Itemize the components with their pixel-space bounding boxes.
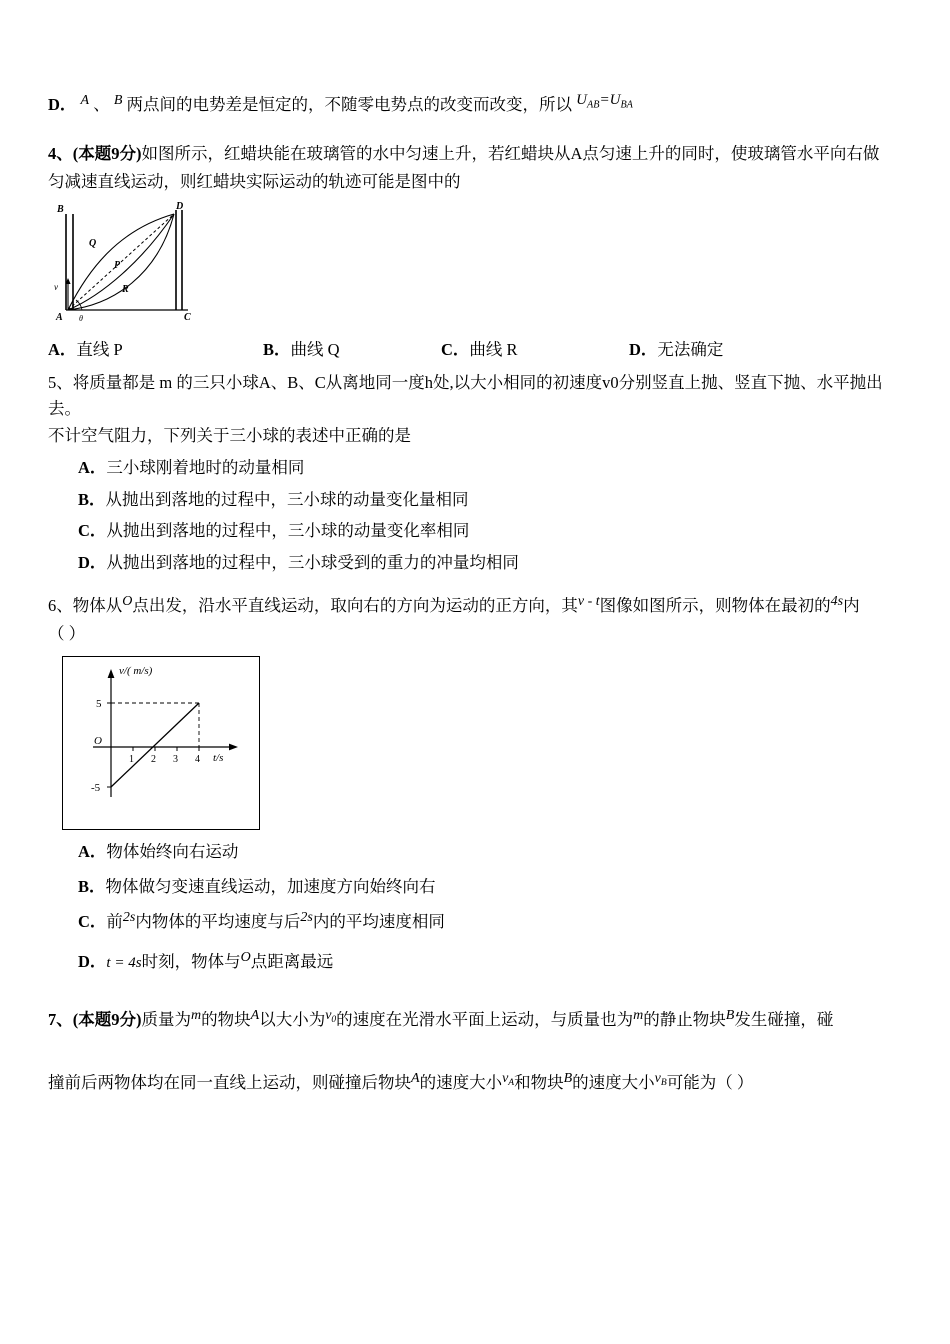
q7-text-i: 和物块 (514, 1072, 564, 1092)
q4-option-b-text: 曲线 Q (290, 340, 340, 360)
q3-var-b: B (113, 93, 123, 108)
q4-option-d[interactable] (629, 336, 723, 360)
q7-text-d: 的速度在光滑水平面上运动，与质量也为 (336, 1010, 634, 1030)
formula-u-ba: U (609, 92, 621, 108)
q7-text-c: 以大小为 (259, 1010, 326, 1030)
q4-score: (本题9分) (72, 144, 142, 164)
q5-option-b[interactable] (78, 488, 908, 513)
svg-text:A: A (56, 312, 63, 324)
q5-option-a-text: 三小球刚着地时的动量相同 (106, 457, 305, 477)
q7-mass-m2: m (633, 1008, 644, 1024)
svg-text:R: R (122, 284, 129, 296)
q7-block-b2: B (563, 1070, 573, 1086)
q4-option-d-text: 无法确定 (657, 340, 724, 360)
q5-option-a-label: A． (78, 457, 107, 477)
q6-option-d-label: D． (78, 952, 107, 972)
svg-text:1: 1 (129, 754, 134, 766)
q4-option-a[interactable] (48, 336, 263, 360)
q6-option-c-mid: 内物体的平均速度与后 (135, 911, 301, 931)
q4-option-a-label: A． (48, 340, 77, 360)
q6-stem-text4: 内 (843, 595, 860, 615)
svg-text:O: O (94, 735, 102, 748)
q6-option-c-label: C． (78, 911, 107, 931)
q3-d-line (48, 92, 908, 119)
q6-option-b-text: 物体做匀变速直线运动，加速度方向始终向右 (105, 876, 436, 896)
formula-u-ab: U (576, 92, 588, 108)
q6-stem-text1: 物体从 (72, 595, 123, 615)
q4-stem-text1: 如图所示，红蜡块能在玻璃管的水中匀速上升，若红蜡块从A点匀速上升的同时，使玻璃管水平向右做 (141, 144, 880, 164)
q3-formula (576, 92, 633, 111)
svg-text:2: 2 (151, 754, 156, 766)
q7-vb-sym: v (654, 1070, 661, 1086)
q4-stem-line2 (48, 169, 908, 195)
q4-stem-text2: 匀减速直线运动，则红蜡块实际运动的轨迹可能是图中的 (48, 171, 461, 191)
q7-va-sub: A (508, 1077, 515, 1088)
q5-option-d[interactable] (78, 551, 908, 576)
q7-text-a: 质量为 (141, 1010, 191, 1030)
q4-figure (48, 200, 223, 330)
q7-text-e: 的静止物块 (643, 1010, 726, 1030)
q5-option-b-text: 从抛出到落地的过程中，三小球的动量变化量相同 (105, 489, 469, 509)
svg-text:v: v (54, 282, 58, 293)
q6-vt-label: v - t (577, 593, 600, 609)
q6-option-a-text: 物体始终向右运动 (106, 842, 239, 862)
svg-text:4: 4 (195, 754, 200, 766)
q4-option-b[interactable] (263, 336, 441, 360)
q7-va (502, 1071, 514, 1086)
q4-option-d-label: D． (629, 340, 658, 360)
question-6 (48, 593, 908, 975)
formula-eq: = (599, 92, 610, 108)
q7-stem-line1 (48, 1007, 908, 1034)
q7-va-sym: v (502, 1070, 509, 1086)
q6-option-d-mid: 时刻，物体与 (141, 952, 241, 972)
q5-stem-line2 (48, 423, 908, 449)
svg-text:-5: -5 (91, 782, 101, 795)
q7-score: (本题9分) (72, 1010, 142, 1030)
q5-option-c-text: 从抛出到落地的过程中，三小球的动量变化率相同 (106, 521, 470, 541)
q7-stem-line2 (48, 1070, 908, 1097)
q6-stem-text2: 点出发，沿水平直线运动，取向右的方向为运动的正方向，其 (132, 595, 578, 615)
svg-text:D: D (176, 201, 184, 213)
q5-stem-line1 (48, 370, 908, 421)
q5-stem-text2: 不计空气阻力，下列关于三小球的表述中正确的是 (48, 426, 411, 446)
q5-option-d-text: 从抛出到落地的过程中，三小球受到的重力的冲量均相同 (106, 553, 519, 573)
q7-mass-m1: m (191, 1008, 202, 1024)
q6-option-c-post: 内的平均速度相同 (312, 911, 445, 931)
q6-figure (62, 656, 260, 830)
q7-block-a: A (250, 1008, 260, 1024)
q4-option-c[interactable] (441, 336, 629, 360)
q3-d-label: D． (48, 95, 77, 114)
q3-d-text1: 、 (93, 95, 110, 114)
q7-text-j: 的速度大小 (572, 1072, 655, 1092)
q6-option-a[interactable] (78, 840, 908, 865)
q7-block-a2: A (411, 1070, 420, 1086)
q7-block-b: B (725, 1008, 735, 1024)
q7-v0 (325, 1008, 337, 1026)
svg-text:v/( m/s): v/( m/s) (119, 665, 153, 678)
q7-text-b: 的物块 (201, 1010, 251, 1030)
q5-option-b-label: B． (78, 489, 106, 509)
q6-stem-text5: （ ） (48, 623, 86, 643)
q4-stem-line1 (48, 141, 908, 167)
q4-option-c-label: C． (441, 340, 470, 360)
q5-option-d-label: D． (78, 553, 107, 573)
svg-text:5: 5 (96, 698, 102, 711)
q7-text-h: 的速度大小 (419, 1072, 503, 1092)
question-5 (48, 370, 908, 576)
question-3-option-d (48, 92, 908, 119)
q7-text-k: 可能为（ ） (666, 1072, 754, 1092)
q5-option-c-label: C． (78, 521, 107, 541)
svg-text:θ: θ (79, 314, 83, 324)
svg-text:Q: Q (89, 238, 97, 250)
svg-text:C: C (184, 312, 191, 324)
q7-vb (655, 1071, 667, 1086)
question-4 (48, 141, 908, 360)
q5-option-a[interactable] (78, 456, 908, 481)
q6-stem-line2 (48, 621, 908, 647)
q6-option-c-sup2: 2s (300, 909, 313, 925)
q6-option-d[interactable] (78, 950, 908, 975)
svg-text:3: 3 (173, 754, 178, 766)
q6-point-o: O (122, 593, 133, 609)
q6-option-c[interactable] (78, 910, 908, 935)
q7-text-g: 撞前后两物体均在同一直线上运动，则碰撞后物块 (48, 1072, 411, 1092)
q6-number: 6、 (48, 595, 73, 615)
q7-vb-sub: B (660, 1077, 667, 1088)
q3-d-text2: 两点间的电势差是恒定的，不随零电势点的改变而改变，所以 (126, 95, 573, 114)
q6-option-c-pre: 前 (106, 911, 123, 931)
q6-stem-text3: 图像如图所示，则物体在最初的 (599, 595, 831, 615)
svg-text:B: B (57, 204, 64, 216)
q3-var-a: A (80, 93, 90, 108)
q4-option-b-label: B． (263, 340, 291, 360)
q5-number: 5、 (48, 373, 73, 393)
q4-option-c-text: 曲线 R (469, 340, 518, 360)
q7-text-f: 发生碰撞，碰 (734, 1010, 834, 1030)
q4-number: 4、 (48, 144, 73, 164)
q5-option-c[interactable] (78, 519, 908, 544)
q6-option-b-label: B． (78, 876, 106, 896)
q6-option-b[interactable] (78, 875, 908, 900)
svg-text:t/s: t/s (213, 752, 224, 765)
q5-stem-text1: 将质量都是 m 的三只小球A、B、C从离地同一度h处,以大小相同的初速度v0分别竖直上抛、竖直下抛、水平抛出去。 (48, 373, 883, 418)
q6-option-d-formula: t = 4s (106, 955, 142, 972)
formula-u-ab-sub: AB (587, 99, 600, 111)
velocity-time-graph-svg (63, 657, 257, 827)
page-content (48, 92, 908, 1103)
q6-option-d-point: O (240, 950, 251, 966)
q7-v0-sym: v (325, 1008, 332, 1024)
q6-stem-line1 (48, 593, 908, 619)
q4-option-a-text: 直线 P (76, 340, 123, 360)
glass-tube-wax-trajectory-svg (48, 200, 223, 330)
q6-option-a-label: A． (78, 842, 107, 862)
q6-4s: 4s (830, 593, 844, 609)
question-7 (48, 1007, 908, 1097)
q6-option-c-sup1: 2s (122, 909, 136, 925)
q4-options (48, 336, 908, 360)
q7-v0-sub: 0 (331, 1015, 337, 1026)
q6-option-d-post: 点距离最远 (250, 952, 334, 972)
formula-u-ba-sub: BA (620, 99, 633, 111)
q7-number: 7、 (48, 1010, 73, 1030)
svg-text:P: P (114, 260, 121, 272)
